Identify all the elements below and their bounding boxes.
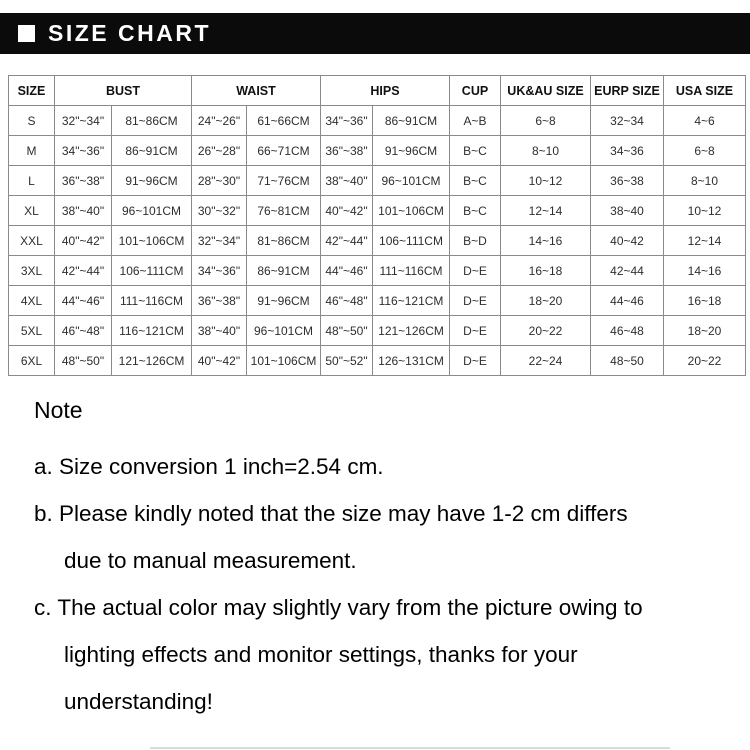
note-line: a. Size conversion 1 inch=2.54 cm. bbox=[34, 454, 384, 479]
value-cell: D~E bbox=[450, 286, 501, 316]
column-header: USA SIZE bbox=[664, 76, 746, 106]
note-line: due to manual measurement. bbox=[64, 548, 357, 573]
value-cell: 42"~44" bbox=[55, 256, 112, 286]
value-cell: 4~6 bbox=[664, 106, 746, 136]
table-row bbox=[9, 166, 746, 196]
notes-list bbox=[34, 443, 739, 725]
value-cell: 34"~36" bbox=[192, 256, 247, 286]
value-cell: 91~96CM bbox=[373, 136, 450, 166]
note-line: lighting effects and monitor settings, thanks for your bbox=[64, 642, 578, 667]
value-cell: D~E bbox=[450, 346, 501, 376]
value-cell: 50"~52" bbox=[321, 346, 373, 376]
page-title: SIZE CHART bbox=[48, 20, 211, 46]
size-cell: S bbox=[9, 106, 55, 136]
value-cell: 44"~46" bbox=[55, 286, 112, 316]
value-cell: 10~12 bbox=[501, 166, 591, 196]
column-header: SIZE bbox=[9, 76, 55, 106]
value-cell: 40"~42" bbox=[192, 346, 247, 376]
value-cell: 44~46 bbox=[591, 286, 664, 316]
value-cell: 40"~42" bbox=[55, 226, 112, 256]
value-cell: 32"~34" bbox=[192, 226, 247, 256]
table-row bbox=[9, 346, 746, 376]
value-cell: 14~16 bbox=[664, 256, 746, 286]
value-cell: 86~91CM bbox=[373, 106, 450, 136]
value-cell: 16~18 bbox=[501, 256, 591, 286]
value-cell: 46"~48" bbox=[55, 316, 112, 346]
table-row bbox=[9, 106, 746, 136]
value-cell: 10~12 bbox=[664, 196, 746, 226]
value-cell: 38"~40" bbox=[192, 316, 247, 346]
header-row bbox=[9, 76, 746, 106]
value-cell: 8~10 bbox=[664, 166, 746, 196]
table-row bbox=[9, 256, 746, 286]
size-cell: 3XL bbox=[9, 256, 55, 286]
size-cell: M bbox=[9, 136, 55, 166]
value-cell: 36"~38" bbox=[321, 136, 373, 166]
title-bar bbox=[0, 13, 750, 54]
value-cell: 81~86CM bbox=[112, 106, 192, 136]
column-header: CUP bbox=[450, 76, 501, 106]
value-cell: 42"~44" bbox=[321, 226, 373, 256]
value-cell: D~E bbox=[450, 316, 501, 346]
column-header: WAIST bbox=[192, 76, 321, 106]
value-cell: 121~126CM bbox=[112, 346, 192, 376]
value-cell: 48"~50" bbox=[321, 316, 373, 346]
value-cell: 36~38 bbox=[591, 166, 664, 196]
value-cell: 44"~46" bbox=[321, 256, 373, 286]
size-cell: 6XL bbox=[9, 346, 55, 376]
value-cell: 20~22 bbox=[501, 316, 591, 346]
value-cell: 6~8 bbox=[501, 106, 591, 136]
value-cell: 26"~28" bbox=[192, 136, 247, 166]
value-cell: 18~20 bbox=[664, 316, 746, 346]
value-cell: 81~86CM bbox=[247, 226, 321, 256]
value-cell: 66~71CM bbox=[247, 136, 321, 166]
value-cell: 76~81CM bbox=[247, 196, 321, 226]
value-cell: 96~101CM bbox=[247, 316, 321, 346]
value-cell: 91~96CM bbox=[247, 286, 321, 316]
value-cell: 24"~26" bbox=[192, 106, 247, 136]
size-table bbox=[8, 75, 746, 376]
value-cell: 111~116CM bbox=[112, 286, 192, 316]
value-cell: 111~116CM bbox=[373, 256, 450, 286]
column-header: BUST bbox=[55, 76, 192, 106]
value-cell: B~C bbox=[450, 136, 501, 166]
value-cell: 86~91CM bbox=[112, 136, 192, 166]
value-cell: 101~106CM bbox=[247, 346, 321, 376]
table-row bbox=[9, 136, 746, 166]
value-cell: 106~111CM bbox=[112, 256, 192, 286]
size-cell: 4XL bbox=[9, 286, 55, 316]
notes-title: Note bbox=[34, 397, 83, 423]
column-header: HIPS bbox=[321, 76, 450, 106]
value-cell: 101~106CM bbox=[112, 226, 192, 256]
value-cell: 12~14 bbox=[664, 226, 746, 256]
column-header: EURP SIZE bbox=[591, 76, 664, 106]
value-cell: 36"~38" bbox=[55, 166, 112, 196]
size-cell: L bbox=[9, 166, 55, 196]
value-cell: 14~16 bbox=[501, 226, 591, 256]
table-body bbox=[9, 106, 746, 376]
value-cell: 30"~32" bbox=[192, 196, 247, 226]
value-cell: 121~126CM bbox=[373, 316, 450, 346]
note-line: b. Please kindly noted that the size may have 1-2 cm differs bbox=[34, 501, 628, 526]
value-cell: 61~66CM bbox=[247, 106, 321, 136]
note-line: understanding! bbox=[64, 689, 213, 714]
size-cell: 5XL bbox=[9, 316, 55, 346]
value-cell: 116~121CM bbox=[373, 286, 450, 316]
value-cell: D~E bbox=[450, 256, 501, 286]
value-cell: 32"~34" bbox=[55, 106, 112, 136]
value-cell: 96~101CM bbox=[112, 196, 192, 226]
value-cell: 22~24 bbox=[501, 346, 591, 376]
value-cell: 48~50 bbox=[591, 346, 664, 376]
value-cell: B~C bbox=[450, 196, 501, 226]
page-bottom-divider bbox=[150, 747, 670, 749]
table-row bbox=[9, 316, 746, 346]
value-cell: 46"~48" bbox=[321, 286, 373, 316]
value-cell: 8~10 bbox=[501, 136, 591, 166]
notes-section bbox=[34, 397, 739, 725]
value-cell: 86~91CM bbox=[247, 256, 321, 286]
value-cell: 34~36 bbox=[591, 136, 664, 166]
value-cell: 32~34 bbox=[591, 106, 664, 136]
value-cell: 6~8 bbox=[664, 136, 746, 166]
value-cell: 40~42 bbox=[591, 226, 664, 256]
value-cell: 42~44 bbox=[591, 256, 664, 286]
value-cell: A~B bbox=[450, 106, 501, 136]
value-cell: 12~14 bbox=[501, 196, 591, 226]
value-cell: 38"~40" bbox=[55, 196, 112, 226]
value-cell: 36"~38" bbox=[192, 286, 247, 316]
table-row bbox=[9, 226, 746, 256]
note-line: c. The actual color may slightly vary from the picture owing to bbox=[34, 595, 643, 620]
value-cell: 116~121CM bbox=[112, 316, 192, 346]
value-cell: 126~131CM bbox=[373, 346, 450, 376]
value-cell: 71~76CM bbox=[247, 166, 321, 196]
value-cell: B~D bbox=[450, 226, 501, 256]
table-row bbox=[9, 286, 746, 316]
value-cell: 34"~36" bbox=[321, 106, 373, 136]
column-header: UK&AU SIZE bbox=[501, 76, 591, 106]
value-cell: 48"~50" bbox=[55, 346, 112, 376]
value-cell: 34"~36" bbox=[55, 136, 112, 166]
value-cell: 20~22 bbox=[664, 346, 746, 376]
value-cell: B~C bbox=[450, 166, 501, 196]
value-cell: 16~18 bbox=[664, 286, 746, 316]
size-cell: XL bbox=[9, 196, 55, 226]
value-cell: 106~111CM bbox=[373, 226, 450, 256]
value-cell: 96~101CM bbox=[373, 166, 450, 196]
table-row bbox=[9, 196, 746, 226]
value-cell: 91~96CM bbox=[112, 166, 192, 196]
value-cell: 46~48 bbox=[591, 316, 664, 346]
value-cell: 28"~30" bbox=[192, 166, 247, 196]
size-cell: XXL bbox=[9, 226, 55, 256]
value-cell: 38~40 bbox=[591, 196, 664, 226]
value-cell: 40"~42" bbox=[321, 196, 373, 226]
value-cell: 18~20 bbox=[501, 286, 591, 316]
value-cell: 101~106CM bbox=[373, 196, 450, 226]
value-cell: 38"~40" bbox=[321, 166, 373, 196]
square-bullet-icon bbox=[18, 25, 35, 42]
